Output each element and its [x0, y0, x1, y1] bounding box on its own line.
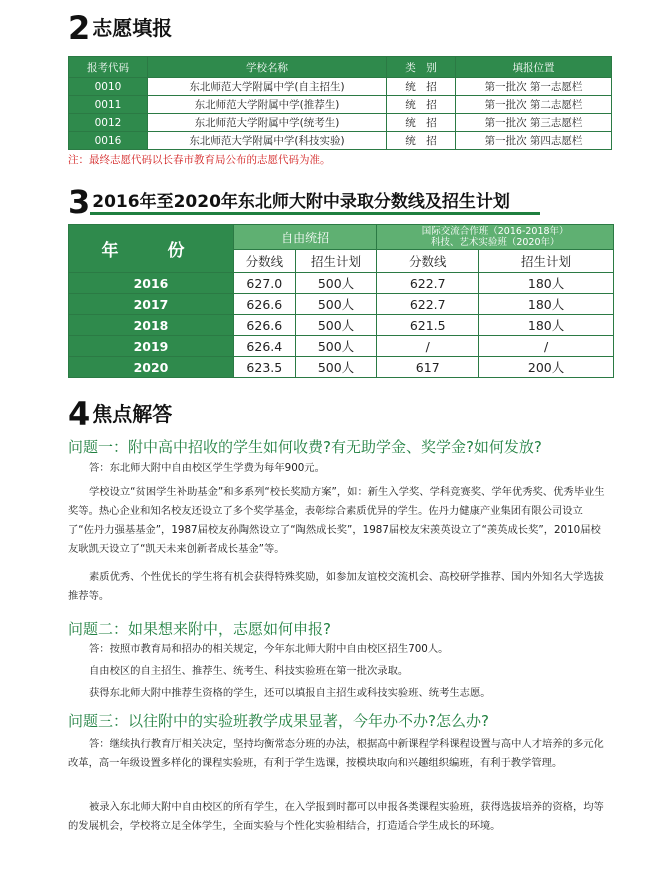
plan-cell: 180人 — [479, 273, 614, 294]
question-3-answer-1: 答：继续执行教育厅相关决定，坚持均衡常态分班的办法，根据高中新课程学科课程设置与高中人才培养的多元化改革，高一年级设置多样化的课程实验班，有利于学生选课，按模块取向和兴趣组织编班，有利于教学管理。 — [68, 738, 604, 769]
table-row — [69, 357, 614, 378]
plan-cell: 500人 — [295, 273, 377, 294]
code-cell: 0011 — [69, 96, 148, 114]
header-type: 类 别 — [387, 57, 456, 78]
sub-header-plan-2: 招生计划 — [479, 250, 614, 273]
section-number: 2 — [68, 9, 91, 47]
group-header-2 — [377, 225, 614, 250]
header-code: 报考代码 — [69, 57, 148, 78]
school-cell: 东北师范大学附属中学(统考生) — [148, 114, 387, 132]
type-cell: 统 招 — [387, 114, 456, 132]
sub-header-score-1: 分数线 — [234, 250, 296, 273]
table-row — [69, 336, 614, 357]
question-2-answer-3: 获得东北师大附中推荐生资格的学生，还可以填报自主招生或科技实验班、统考生志愿。 — [89, 687, 491, 699]
table-row — [69, 273, 614, 294]
plan-cell: 200人 — [479, 357, 614, 378]
plan-cell: 500人 — [295, 294, 377, 315]
section-title: 志愿填报 — [92, 16, 173, 40]
code-cell: 0012 — [69, 114, 148, 132]
plan-cell: 180人 — [479, 294, 614, 315]
code-cell: 0010 — [69, 78, 148, 96]
score-cell: 626.6 — [234, 294, 296, 315]
score-cell: 617 — [377, 357, 479, 378]
question-3-answer-2: 被录入东北师大附中自由校区的所有学生，在入学报到时都可以申报各类课程实验班，获得选拔培养的资格，均等的发展机会，学校将立足全体学生，全面实验与个性化实验相结合，打造适合学生成长的环境。 — [68, 801, 604, 832]
position-cell: 第一批次 第二志愿栏 — [456, 96, 612, 114]
type-cell: 统 招 — [387, 96, 456, 114]
score-cell: / — [377, 336, 479, 357]
question-1-answer-3: 素质优秀、个性优长的学生将有机会获得特殊奖励，如参加友谊校交流机会、高校研学推荐、国内外知名大学选拔推荐等。 — [68, 571, 604, 602]
question-1-answer-1: 答：东北师大附中自由校区学生学费为每年900元。 — [89, 462, 325, 474]
plan-cell: 500人 — [295, 315, 377, 336]
table-row — [69, 294, 614, 315]
table-row — [69, 315, 614, 336]
score-cell: 626.6 — [234, 315, 296, 336]
code-note: 注：最终志愿代码以长春市教育局公布的志愿代码为准。 — [68, 154, 331, 166]
header-school: 学校名称 — [148, 57, 387, 78]
plan-cell: 500人 — [295, 357, 377, 378]
table-row — [69, 96, 612, 114]
header-position: 填报位置 — [456, 57, 612, 78]
plan-cell: / — [479, 336, 614, 357]
score-cell: 622.7 — [377, 273, 479, 294]
group-header-2-line1: 国际交流合作班（2016-2018年） — [421, 226, 569, 237]
section-title: 2016年至2020年东北师大附中录取分数线及招生计划 — [92, 191, 510, 212]
plan-cell: 500人 — [295, 336, 377, 357]
position-cell: 第一批次 第四志愿栏 — [456, 132, 612, 150]
position-cell: 第一批次 第一志愿栏 — [456, 78, 612, 96]
score-cell: 621.5 — [377, 315, 479, 336]
score-cell: 623.5 — [234, 357, 296, 378]
year-cell: 2020 — [69, 357, 234, 378]
question-1-title: 问题一：附中高中招收的学生如何收费?有无助学金、奖学金?如何发放? — [68, 438, 542, 456]
type-cell: 统 招 — [387, 132, 456, 150]
question-3-title: 问题三：以往附中的实验班教学成果显著，今年办不办?怎么办? — [68, 712, 489, 730]
year-cell: 2018 — [69, 315, 234, 336]
year-cell: 2019 — [69, 336, 234, 357]
volunteer-table — [68, 56, 612, 150]
section-4-heading — [68, 395, 173, 433]
table-row — [69, 78, 612, 96]
position-cell: 第一批次 第三志愿栏 — [456, 114, 612, 132]
score-cell: 622.7 — [377, 294, 479, 315]
table-row — [69, 114, 612, 132]
score-cell: 627.0 — [234, 273, 296, 294]
plan-cell: 180人 — [479, 315, 614, 336]
section-number: 3 — [68, 183, 91, 221]
year-header: 年 份 — [69, 225, 234, 273]
section-2-heading — [68, 9, 173, 47]
sub-header-score-2: 分数线 — [377, 250, 479, 273]
section-number: 4 — [68, 395, 91, 433]
score-table — [68, 224, 614, 378]
score-cell: 626.4 — [234, 336, 296, 357]
question-2-title: 问题二：如果想来附中，志愿如何申报? — [68, 620, 331, 638]
school-cell: 东北师范大学附属中学(推荐生) — [148, 96, 387, 114]
section-title: 焦点解答 — [92, 402, 173, 426]
type-cell: 统 招 — [387, 78, 456, 96]
group-header-1: 自由统招 — [234, 225, 377, 250]
year-cell: 2017 — [69, 294, 234, 315]
table-row — [69, 132, 612, 150]
code-cell: 0016 — [69, 132, 148, 150]
question-1-answer-2: 学校设立“贫困学生补助基金”和多系列“校长奖励方案”，如：新生入学奖、学科竞赛奖、学年优秀奖、优秀毕业生奖等。热心企业和知名校友还设立了多个奖学基金，表彰综合素质优异的学生。佐丹力健康产业集团有限公司设立了“佐丹力强基基金”，1987届校友孙陶然设立了“陶然成长奖”，1987届校友宋羡英设立了“羡英成长奖”，2010届校友耿凯天设立了“凯天未来创新者成长基金”等。 — [68, 486, 605, 555]
sub-header-plan-1: 招生计划 — [295, 250, 377, 273]
question-2-answer-2: 自由校区的自主招生、推荐生、统考生、科技实验班在第一批次录取。 — [89, 665, 409, 677]
question-2-answer-1: 答：按照市教育局和招办的相关规定，今年东北师大附中自由校区招生700人。 — [89, 643, 449, 655]
group-header-2-line2: 科技、艺术实验班（2020年） — [430, 237, 560, 248]
year-cell: 2016 — [69, 273, 234, 294]
school-cell: 东北师范大学附属中学(科技实验) — [148, 132, 387, 150]
section-3-underline — [90, 212, 540, 215]
school-cell: 东北师范大学附属中学(自主招生) — [148, 78, 387, 96]
